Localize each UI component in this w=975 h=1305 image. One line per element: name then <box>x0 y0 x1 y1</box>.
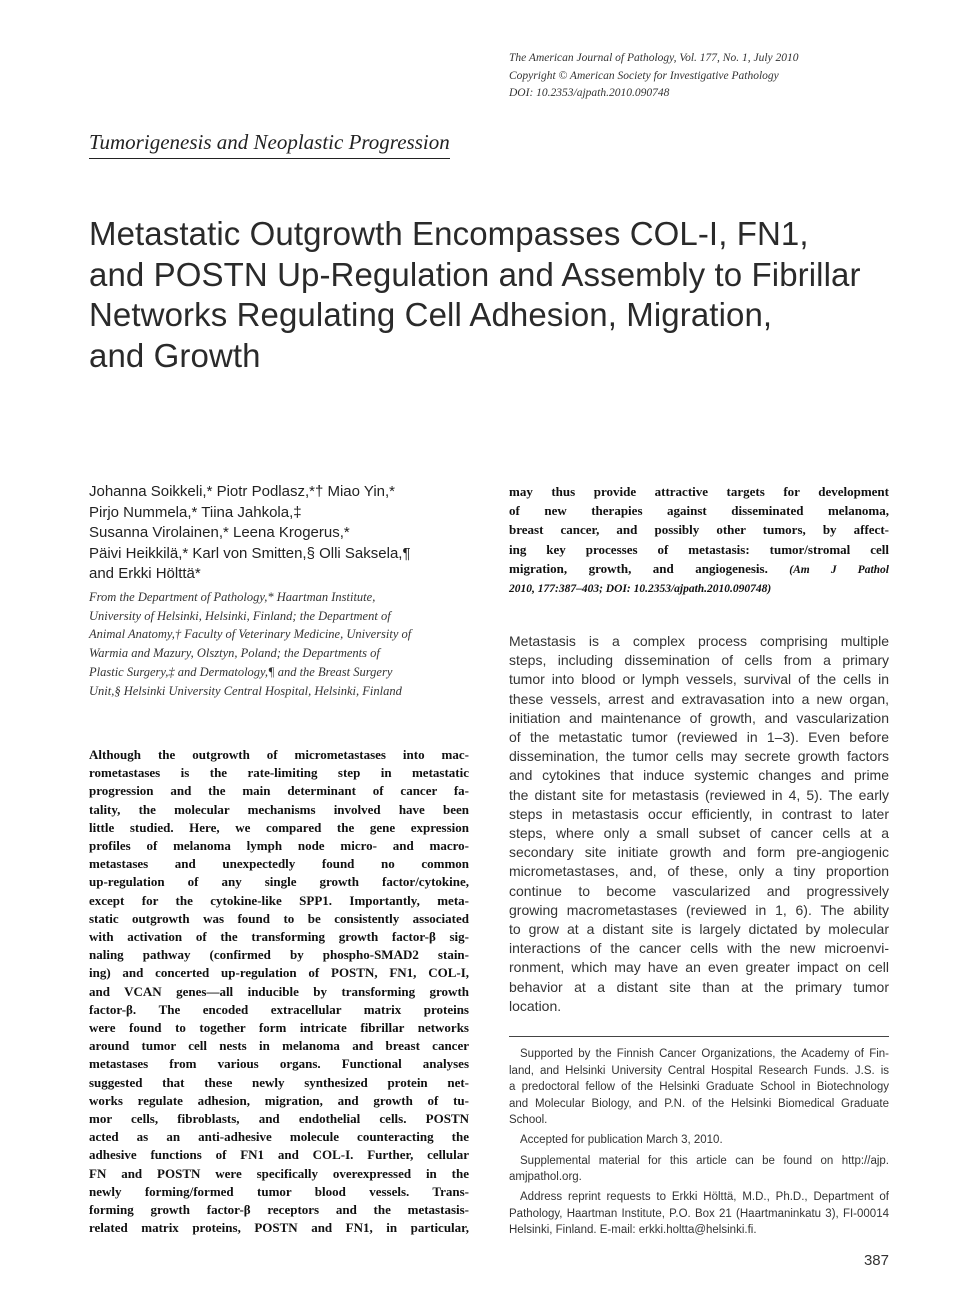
body-line: Metastasis is a complex process comprising multiple <box>509 633 889 649</box>
body-line: interactions of the cancer cells with the new microenvi- <box>509 940 889 957</box>
body-line: dissemination, the tumor cells may secrete growth factors <box>509 748 889 765</box>
abstract-line: rometastases is the rate-limiting step in metastatic <box>89 765 469 781</box>
author-line: and Erkki Hölttä* <box>89 565 201 582</box>
title-line: Networks Regulating Cell Adhesion, Migration, <box>89 296 773 333</box>
body-line: growing macrometastases (reviewed in 1, 6). The ability <box>509 901 889 918</box>
citation-start: (Am J Pathol <box>789 563 889 576</box>
body-line: secondary site initiate growth and form pre-angiogenic <box>509 844 889 861</box>
title-line: and POSTN Up-Regulation and Assembly to Fibrillar <box>89 255 861 293</box>
affiliation-line: Unit,§ Helsinki University Central Hospital, Helsinki, Finland <box>89 683 402 698</box>
abstract-line: mor cells, fibroblasts, and endothelial cells. POSTN <box>89 1111 469 1127</box>
affiliation-line: From the Department of Pathology,* Haartman Institute, <box>89 590 376 604</box>
abstract-line: of new therapies against disseminated melanoma, <box>509 503 889 519</box>
reprint-line: Address reprint requests to Erkki Hölttä, M.D., Ph.D., Department of <box>520 1191 889 1204</box>
affiliation-line: Plastic Surgery,‡ and Dermatology,¶ and the Breast Surgery <box>89 664 393 679</box>
funding-line: School. <box>509 1114 548 1127</box>
body-line: the distant site for metastasis (reviewed in 4, 5). The early <box>509 786 889 803</box>
abstract-line: metastases from various organs. Functional analyses <box>89 1056 469 1072</box>
journal-doi: DOI: 10.2353/ajpath.2010.090748 <box>509 87 670 99</box>
abstract-line: tality, the molecular mechanisms involved have been <box>89 801 469 817</box>
body-paragraph <box>509 632 889 1016</box>
abstract-line: ing key processes of metastasis: tumor/stromal cell <box>509 541 889 557</box>
author-list <box>89 482 469 585</box>
title-line: and Growth <box>89 336 261 374</box>
abstract-line: ing) and concerted up-regulation of POSTN, FN1, COL-I, <box>89 965 469 981</box>
abstract-line: FN and POSTN were specifically overexpressed in the <box>89 1165 469 1181</box>
abstract-line: may thus provide attractive targets for development <box>509 484 889 499</box>
reprint-line: Pathology, Haartman Institute, P.O. Box 21 (Haartmaninkatu 3), FI-00014 <box>509 1207 889 1220</box>
abstract-line: up-regulation of any single growth factor/cytokine, <box>89 874 469 890</box>
page-number: 387 <box>863 1252 889 1269</box>
abstract-line: newly forming/formed tumor blood vessels. Trans- <box>89 1183 469 1199</box>
supplemental-note <box>509 1153 889 1186</box>
accepted-note <box>509 1132 889 1149</box>
funding-line: Supported by the Finnish Cancer Organizations, the Academy of Fin- <box>520 1048 889 1060</box>
body-line: of the metastatic tumor (reviewed in 1–3). Even before <box>509 729 889 746</box>
abstract-line: profiles of melanoma lymph node micro- and macro- <box>89 838 469 854</box>
affiliation-line: Warmia and Mazury, Olsztyn, Poland; the Departments of <box>89 646 380 661</box>
body-line: behavior at a distant site than at the primary tumor <box>509 978 889 995</box>
body-line: to grow at a distant site is largely dictated by molecular <box>509 921 889 938</box>
abstract-line: adhesive functions of FN1 and COL-I. Further, cellular <box>89 1147 469 1163</box>
abstract-line: were found to together form intricate fibrillar networks <box>89 1020 469 1036</box>
abstract-last-text: migration, growth, and angiogenesis. <box>509 560 768 576</box>
body-line: initiation and maintenance of growth, and vascularization <box>509 709 889 726</box>
abstract-line: except for the cytokine-like SPP1. Importantly, meta- <box>89 892 469 908</box>
accepted-date: Accepted for publication March 3, 2010. <box>520 1134 723 1147</box>
abstract-line: related matrix proteins, POSTN and FN1, in particular, <box>89 1220 469 1236</box>
body-line: tumor into blood or lymph vessels, survival of the cells in <box>509 671 889 688</box>
abstract-line: static outgrowth was found to be consistently associated <box>89 910 469 926</box>
abstract-line-with-citation <box>509 559 889 580</box>
abstract-line: with activation of the transforming growth factor-β sig- <box>89 929 469 945</box>
body-line: micrometastases, and, of these, only a tiny proportion <box>509 863 889 880</box>
abstract-line: suggested that these newly synthesized protein net- <box>89 1074 469 1090</box>
abstract <box>89 746 469 1237</box>
abstract-line: and VCAN genes—all inducible by transforming growth <box>89 983 469 999</box>
author-line: Johanna Soikkeli,* Piotr Podlasz,*† Miao Yin,* <box>89 483 396 500</box>
body-line: and cytokines that induce systemic changes and prime <box>509 767 889 784</box>
journal-header <box>509 50 949 103</box>
article-title <box>89 214 919 376</box>
body-line: steps in metastasis occur efficiently, in contrast to later <box>509 805 889 822</box>
funding-line: and Molecular Biology, and P.N. of the Helsinki Biomedical Graduate <box>509 1097 889 1110</box>
body-line: location. <box>509 997 562 1014</box>
journal-copyright: Copyright © American Society for Investigative Pathology <box>509 69 779 82</box>
abstract-line: acted as an anti-adhesive molecule counteracting the <box>89 1129 469 1145</box>
reprint-line: Helsinki, Finland. E-mail: erkki.holtta@helsinki.fi. <box>509 1224 757 1237</box>
author-line: Pirjo Nummela,* Tiina Jahkola,‡ <box>89 503 302 521</box>
abstract-line: metastases and unexpectedly found no common <box>89 856 469 872</box>
abstract-line: breast cancer, and possibly other tumors, by affect- <box>509 522 889 538</box>
abstract-continuation <box>509 482 889 599</box>
funding-note <box>509 1046 889 1129</box>
title-line: Metastatic Outgrowth Encompasses COL-I, FN1, <box>89 215 809 252</box>
affiliations <box>89 588 469 700</box>
funding-line: a predoctoral fellow of the Helsinki Graduate School in Biotechnology <box>509 1081 889 1094</box>
funding-line: land, and Helsinki University Central Hospital Research Funds. J.S. is <box>509 1064 889 1077</box>
citation-line: 2010, 177:387–403; DOI: 10.2353/ajpath.2010.090748) <box>509 583 772 596</box>
affiliation-line: Animal Anatomy,† Faculty of Veterinary Medicine, University of <box>89 627 412 642</box>
reprint-note <box>509 1189 889 1239</box>
abstract-line: forming growth factor-β receptors and the metastasis- <box>89 1202 469 1218</box>
supplemental-line: Supplemental material for this article can be found on http://ajp. <box>520 1154 889 1167</box>
supplemental-line: amjpathol.org. <box>509 1171 582 1184</box>
author-line: Susanna Virolainen,* Leena Krogerus,* <box>89 524 350 541</box>
body-line: steps, where only a small subset of cancer cells at a <box>509 825 889 842</box>
footnote-divider <box>509 1036 889 1037</box>
journal-citation: The American Journal of Pathology, Vol. 177, No. 1, July 2010 <box>509 52 799 64</box>
body-line: these vessels, arrest and extravasation into a new organ, <box>509 690 889 707</box>
affiliation-line: University of Helsinki, Helsinki, Finland; the Department of <box>89 608 391 623</box>
footnotes <box>509 1046 889 1239</box>
author-line: Päivi Heikkilä,* Karl von Smitten,§ Olli Saksela,¶ <box>89 544 411 562</box>
abstract-line: Although the outgrowth of micrometastases into mac- <box>89 747 469 762</box>
abstract-line: around tumor cell nests in melanoma and breast cancer <box>89 1038 469 1054</box>
abstract-line: works regulate adhesion, migration, and growth of tu- <box>89 1092 469 1108</box>
abstract-line: little studied. Here, we compared the gene expression <box>89 819 469 835</box>
section-heading: Tumorigenesis and Neoplastic Progression <box>89 130 450 159</box>
abstract-line: naling pathway (confirmed by phospho-SMAD2 stain- <box>89 947 469 963</box>
abstract-line: factor-β. The encoded extracellular matrix proteins <box>89 1001 469 1017</box>
body-line: ronment, which may have an even greater impact on cell <box>509 959 889 976</box>
body-line: continue to become vascularized and progressively <box>509 882 889 899</box>
abstract-line: progression and the main determinant of cancer fa- <box>89 783 469 799</box>
body-line: steps, including dissemination of cells from a primary <box>509 652 889 669</box>
